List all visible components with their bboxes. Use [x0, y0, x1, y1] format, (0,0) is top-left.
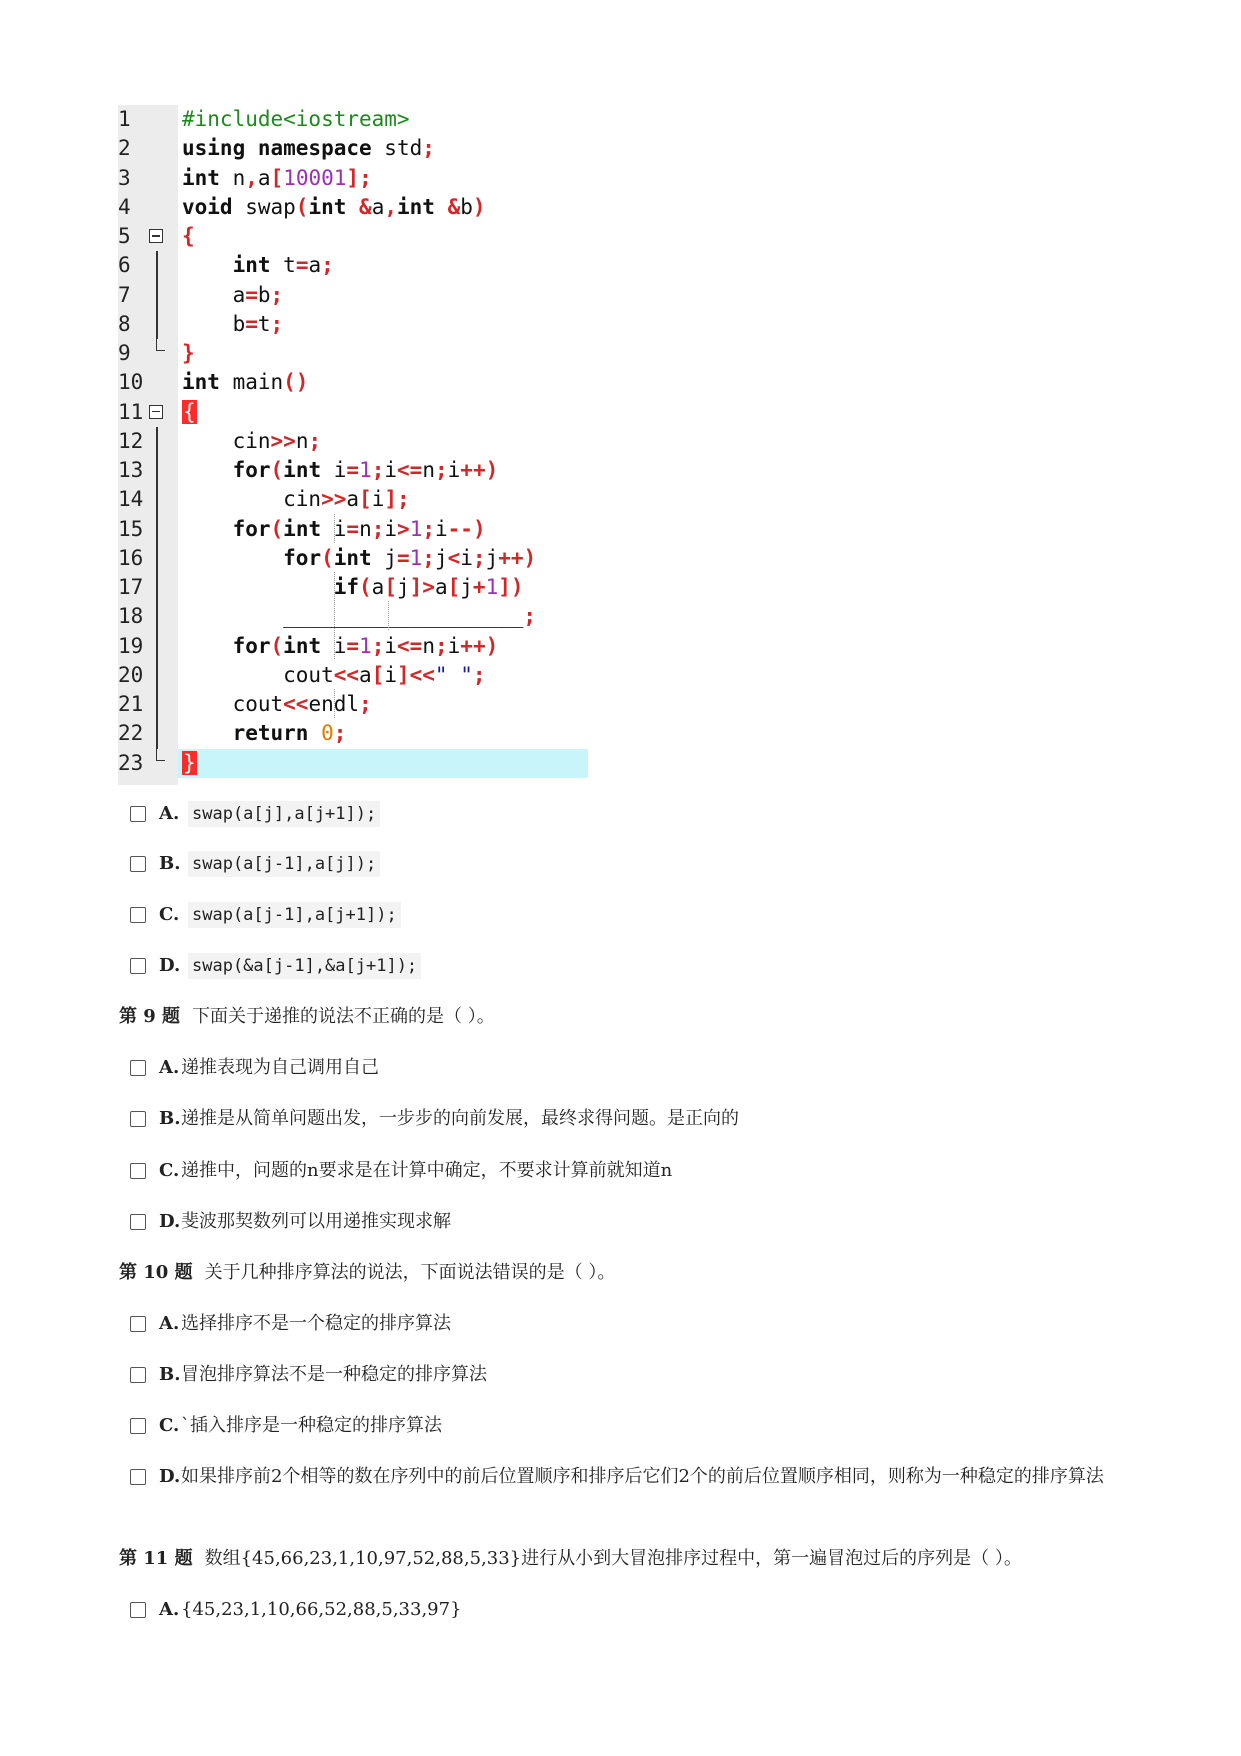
option-text: 递推中，问题的n要求是在计算中确定，不要求计算前就知道n — [181, 1160, 673, 1181]
option-letter: A. — [159, 1057, 180, 1078]
fold-guide — [156, 427, 158, 456]
code-line — [118, 661, 588, 690]
fold-guide — [156, 661, 158, 690]
line-number: 8 — [118, 311, 131, 336]
current-line-highlight — [178, 749, 588, 778]
option-letter: A. — [159, 1599, 180, 1620]
indent-guide — [334, 514, 335, 543]
option-letter: A. — [159, 1313, 180, 1334]
fold-guide — [156, 251, 158, 280]
fold-guide — [156, 602, 158, 631]
code-text: for(int j=1;j<i;j++) — [283, 545, 537, 570]
checkbox[interactable] — [130, 958, 146, 974]
fold-guide — [156, 456, 158, 485]
code-line — [118, 193, 588, 222]
line-number: 12 — [118, 428, 144, 453]
fold-guide — [156, 719, 158, 748]
code-line — [118, 690, 588, 719]
code-text: b=t; — [182, 311, 284, 336]
checkbox[interactable] — [130, 1602, 146, 1618]
option-text: 递推表现为自己调用自己 — [181, 1057, 379, 1078]
code-line — [118, 281, 588, 310]
code-text: cin>>n; — [182, 428, 322, 453]
line-number: 3 — [118, 165, 131, 190]
question-title — [119, 1260, 615, 1286]
code-text: { — [183, 399, 196, 424]
option-letter: C. — [159, 1415, 180, 1436]
option-code: swap(a[j-1],a[j+1]); — [188, 902, 401, 928]
line-number: 19 — [118, 633, 144, 658]
line-number: 17 — [118, 575, 144, 599]
line-number: 11 — [118, 399, 144, 424]
code-text: #include<iostream> — [182, 107, 410, 131]
code-text: ___________________; — [182, 604, 537, 629]
code-line — [118, 251, 588, 280]
option-letter: D. — [159, 1211, 181, 1232]
checkbox[interactable] — [130, 1214, 146, 1230]
code-text: cout<<a[i]<<" "; — [182, 662, 486, 687]
fold-collapse-icon[interactable] — [149, 405, 163, 419]
code-line-current — [118, 749, 588, 778]
option-text: {45,23,1,10,66,52,88,5,33,97} — [181, 1599, 462, 1620]
option-text: `插入排序是一种稳定的排序算法 — [181, 1415, 442, 1436]
option-letter: C. — [159, 1160, 180, 1181]
line-number: 14 — [118, 487, 144, 512]
line-number: 10 — [118, 370, 144, 395]
option-code: swap(a[j],a[j+1]); — [188, 801, 380, 827]
code-text: int t=a; — [232, 253, 334, 278]
fold-end-icon — [156, 749, 165, 761]
line-number: 4 — [118, 194, 131, 219]
checkbox[interactable] — [130, 856, 146, 872]
question-text: 关于几种排序算法的说法，下面说法错误的是（ ）。 — [204, 1262, 616, 1283]
code-line — [118, 456, 588, 485]
code-text: for(int i=1;i<=n;i++) — [232, 633, 499, 658]
code-line — [118, 310, 588, 339]
code-line — [118, 368, 588, 397]
checkbox[interactable] — [130, 1418, 146, 1434]
code-text: for(int i=n;i>1;i--) — [232, 516, 486, 541]
code-editor — [118, 105, 588, 778]
question-text: 下面关于递推的说法不正确的是（ ）。 — [192, 1006, 495, 1027]
line-number: 9 — [118, 341, 131, 365]
option-letter: C. — [159, 904, 180, 925]
indent-guide — [334, 689, 335, 718]
code-text: int main() — [182, 370, 309, 395]
question-text: 数组{45,66,23,1,10,97,52,88,5,33}进行从小到大冒泡排序过程中，第一遍冒泡过后的序列是（ ）。 — [204, 1548, 1022, 1569]
checkbox[interactable] — [130, 1111, 146, 1127]
option-letter: D. — [159, 955, 181, 976]
option-text: 斐波那契数列可以用递推实现求解 — [181, 1211, 451, 1232]
line-number: 2 — [118, 136, 131, 161]
fold-guide — [156, 632, 158, 661]
code-line — [118, 719, 588, 748]
fold-guide — [156, 515, 158, 544]
code-text: a=b; — [182, 282, 284, 307]
line-number: 23 — [118, 750, 144, 775]
code-line — [118, 544, 588, 573]
line-number: 1 — [118, 107, 131, 131]
option-text: 冒泡排序算法不是一种稳定的排序算法 — [181, 1364, 487, 1385]
fold-guide — [156, 281, 158, 310]
fold-guide — [156, 310, 158, 339]
code-text: return 0; — [232, 721, 347, 746]
fold-guide — [156, 485, 158, 514]
option-text: 递推是从简单问题出发，一步步的向前发展，最终求得问题。是正向的 — [181, 1108, 739, 1129]
code-line — [118, 222, 588, 251]
checkbox[interactable] — [130, 1367, 146, 1383]
question-title — [119, 1004, 495, 1030]
code-text: void swap(int &a,int &b) — [182, 194, 486, 219]
option-letter: B. — [159, 853, 181, 874]
fold-end-icon — [156, 339, 165, 351]
question-number: 第 9 题 — [119, 1006, 181, 1027]
fold-guide — [156, 690, 158, 719]
code-text: cout<<endl; — [182, 692, 372, 716]
fold-guide — [156, 573, 158, 602]
code-line — [118, 573, 588, 602]
line-number: 7 — [118, 282, 131, 307]
line-number: 22 — [118, 721, 144, 746]
checkbox[interactable] — [130, 907, 146, 923]
code-text: int n,a[10001]; — [182, 165, 372, 190]
option-code: swap(&a[j-1],&a[j+1]); — [188, 953, 421, 979]
fold-collapse-icon[interactable] — [149, 229, 163, 243]
checkbox[interactable] — [130, 806, 146, 822]
line-number: 6 — [118, 253, 131, 278]
checkbox[interactable] — [130, 1316, 146, 1332]
code-text: using namespace std; — [182, 136, 435, 161]
option-letter: A. — [159, 803, 180, 824]
code-line — [118, 427, 588, 456]
line-number: 16 — [118, 545, 144, 570]
code-text: cin>>a[i]; — [182, 487, 410, 512]
code-line — [118, 485, 588, 514]
code-line — [118, 515, 588, 544]
checkbox[interactable] — [130, 1469, 146, 1485]
code-text: for(int i=1;i<=n;i++) — [232, 458, 499, 482]
option-letter: B. — [159, 1108, 181, 1129]
option-letter: B. — [159, 1364, 181, 1385]
fold-guide — [156, 544, 158, 573]
code-line — [118, 164, 588, 193]
line-number: 13 — [118, 458, 144, 482]
question-number: 第 11 题 — [119, 1548, 193, 1569]
option-code: swap(a[j-1],a[j]); — [188, 851, 380, 877]
line-number: 21 — [118, 692, 144, 716]
question-number: 第 10 题 — [119, 1262, 193, 1283]
indent-guide — [388, 601, 389, 630]
checkbox[interactable] — [130, 1060, 146, 1076]
code-line — [118, 602, 588, 631]
code-text: { — [182, 224, 195, 248]
option-text: 如果排序前2个相等的数在序列中的前后位置顺序和排序后它们2个的前后位置顺序相同，则称为一种稳定的排序算法 — [181, 1466, 1104, 1487]
line-number: 5 — [118, 224, 131, 248]
line-number: 20 — [118, 662, 144, 687]
line-number: 15 — [118, 516, 144, 541]
option-letter: D. — [159, 1466, 181, 1487]
code-line — [118, 134, 588, 163]
option-text: 选择排序不是一个稳定的排序算法 — [181, 1313, 451, 1334]
question-title — [119, 1546, 1022, 1572]
code-line — [118, 105, 588, 134]
code-line — [118, 339, 588, 368]
checkbox[interactable] — [130, 1163, 146, 1179]
code-line — [118, 398, 588, 427]
indent-guide — [334, 572, 335, 659]
code-line — [118, 632, 588, 661]
code-text: if(a[j]>a[j+1]) — [333, 575, 524, 599]
code-text: } — [182, 341, 195, 365]
line-number: 18 — [118, 604, 144, 629]
code-text: } — [183, 750, 196, 775]
